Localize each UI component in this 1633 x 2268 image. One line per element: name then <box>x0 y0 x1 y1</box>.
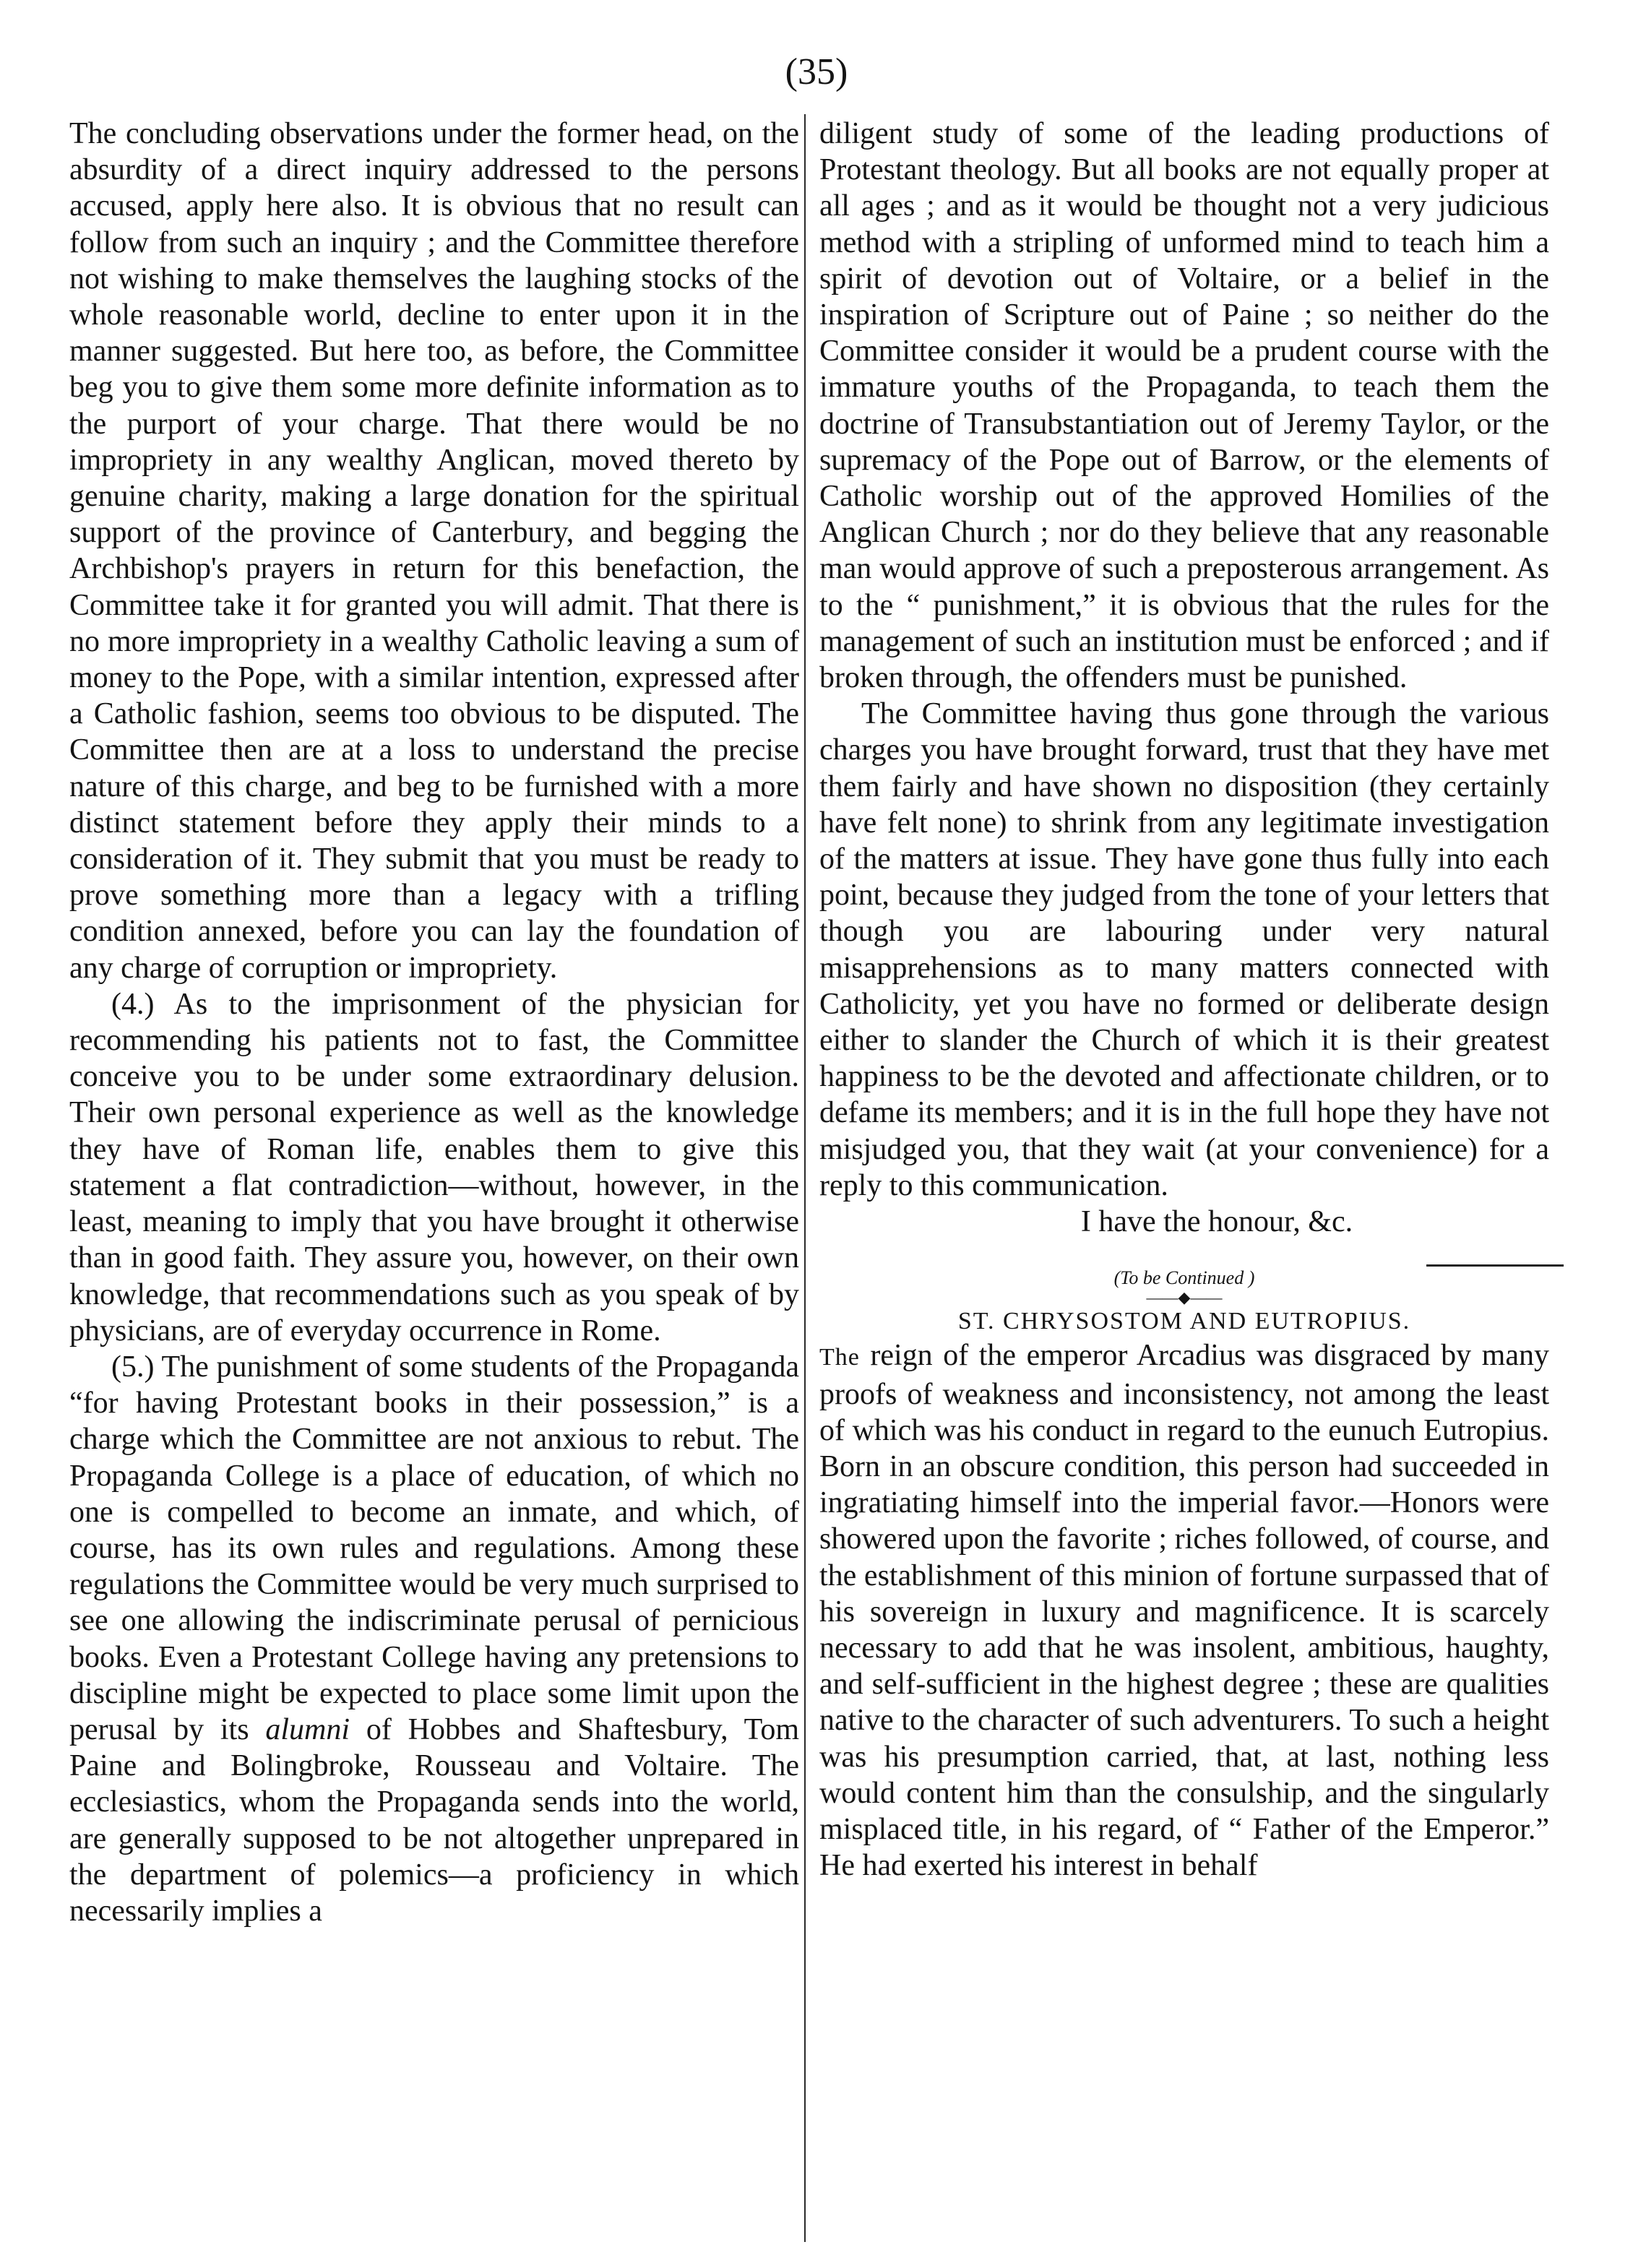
to-be-continued-note: (To be Continued ) <box>1113 1267 1255 1289</box>
letter-signoff: I have the honour, &c. <box>1080 1205 1353 1239</box>
left-paragraph-3 <box>69 1349 799 1929</box>
right-paragraph-3-text: reign of the emperor Arcadius was disgraced by many proofs of weakness and inconsistency, not among the least of which was his conduct in regard to the eunuch Eutropius. Born in an obscure condition, this person had succeeded in ingratiating himself into the imperial favor.—Honors were showered upon the favorite ; riches followed, of course, and the establishment of this minion of fortune surpassed that of his sovereign in luxury and magnificence. It is scarcely necessary to add that he was insolent, ambitious, haughty, and self-sufficient in the highest degree ; these are qualities native to the character of such adventurers. To such a height was his presumption carried, that, at last, nothing less would content him than the consulship, and the singularly misplaced title, in his regard, of “ Father of the Emperor.” He had exerted his interest in behalf <box>819 1339 1549 1883</box>
left-paragraph-3-text-b: of Hobbes and Shaftesbury, Tom Paine and Bolingbroke, Rousseau and Voltaire. The ecclesiastics, whom the Propaganda sends into the world, are generally supposed to be not altogether unprepared in the department of polemics—a proficiency in which necessarily implies a <box>69 1712 799 1928</box>
right-paragraph-3 <box>819 1337 1549 1884</box>
right-column <box>819 116 1549 1884</box>
right-paragraph-2: The Committee having thus gone through the various charges you have brought forward, trust that they have met them fairly and have shown no disposition (they certainly have felt none) to shrink from any legitimate investigation of the matters at issue. They have gone thus fully into each point, because they judged from the tone of your letters that though you are labouring under very natural misapprehensions as to many matters connected with Catholicity, yet you have no formed or deliberate design either to slander the Church of which it is their greatest happiness to be the devoted and affectionate children, or to defame its members; and it is in the full hope they have not misjudged you, that they wait (at your convenience) for a reply to this communication. <box>819 697 1549 1202</box>
italic-alumni: alumni <box>265 1712 350 1746</box>
article-title: ST. CHRYSOSTOM AND EUTROPIUS. <box>957 1308 1411 1335</box>
left-paragraph-2: (4.) As to the imprisonment of the physician for recommending his patients not to fast, the Committee conceive you to be under some extraordinary delusion. Their own personal experience as well as the knowledge they have of Roman life, enables them to give this statement a flat contradiction—without, however, in the least, meaning to imply that you have brought it otherwise than in good faith. They assure you, however, on their own knowledge, that recommendations such as you speak of by physicians, are of everyday occurrence in Rome. <box>69 987 799 1348</box>
column-divider <box>804 114 806 2242</box>
ornament-divider: ——◆—— <box>1146 1288 1223 1307</box>
left-paragraph-3-text-a: (5.) The punishment of some students of the Propaganda “for having Protestant books in their possession,” is a charge which the Committee are not anxious to rebut. The Propaganda College is a place of education, of which no one is compelled to become an inmate, and which, of course, has its own rules and regulations. Among these regulations the Committee would be very much surprised to see one allowing the indiscriminate perusal of pernicious books. Even a Protestant College having any pretensions to discipline might be expected to place some limit upon the perusal by its <box>69 1350 799 1746</box>
left-column <box>69 116 799 1929</box>
page-number: (35) <box>785 51 848 92</box>
right-paragraph-1: diligent study of some of the leading productions of Protestant theology. But all books are not equally proper at all ages ; and as it would be thought not a very judicious method with a stripling of unformed mind to teach him a spirit of devotion out of Voltaire, or a belief in the inspiration of Scripture out of Paine ; so neither do the Committee consider it would be a prudent course with the immature youths of the Propaganda, to teach them the doctrine of Transubstantiation out of Jeremy Taylor, or the supremacy of the Pope out of Barrow, or the elements of Catholic worship out of the approved Homilies of the Anglican Church ; nor do they believe that any reasonable man would approve of such a preposterous arrangement. As to the “ punishment,” it is obvious that the rules for the management of such an institution must be enforced ; and if broken through, the offenders must be punished. <box>819 117 1549 695</box>
article-lead-word: The <box>819 1344 860 1371</box>
left-paragraph-1: The concluding observations under the former head, on the absurdity of a direct inquiry addressed to the persons accused, apply here also. It is obvious that no result can follow from such an inquiry ; and the Committee therefore not wishing to make themselves the laughing stocks of the whole reasonable world, decline to enter upon it in the manner suggested. But here too, as before, the Committee beg you to give them some more definite information as to the purport of your charge. That there would be no impropriety in any wealthy Anglican, moved thereto by genuine charity, making a large donation for the spiritual support of the province of Canterbury, and begging the Archbishop's prayers in return for this benefaction, the Committee take it for granted you will admit. That there is no more impropriety in a wealthy Catholic leaving a sum of money to the Pope, with a similar intention, expressed after a Catholic fashion, seems too obvious to be disputed. The Committee then are at a loss to understand the precise nature of this charge, and beg to be furnished with a more distinct statement before they apply their minds to a consideration of it. They submit that you must be ready to prove something more than a legacy with a trifling condition annexed, before you can lay the foundation of any charge of corruption or impropriety. <box>69 117 799 985</box>
